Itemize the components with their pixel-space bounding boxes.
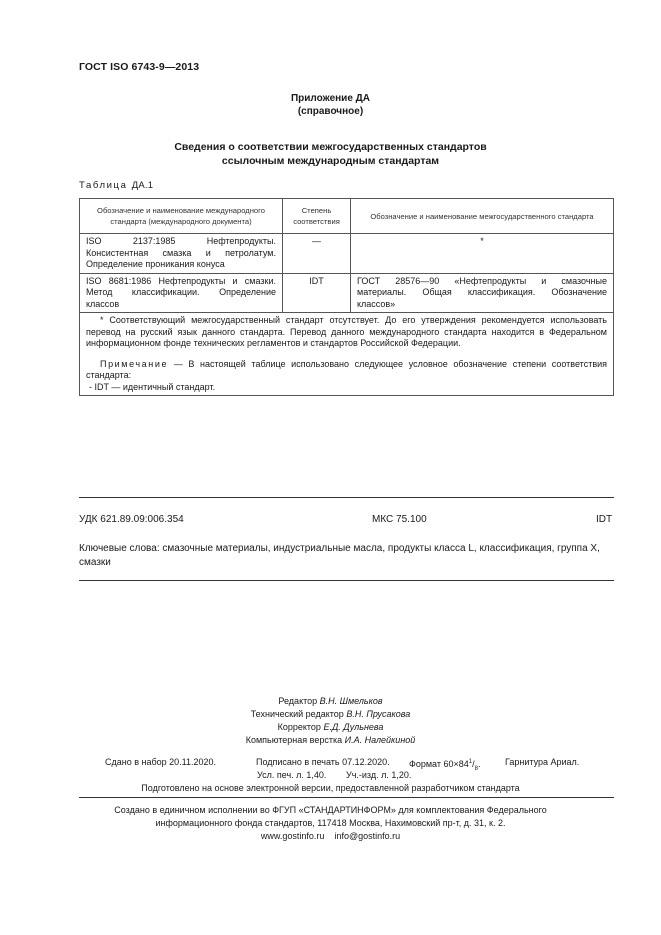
- divider-imprint: [79, 797, 614, 798]
- corrector-label: Корректор: [277, 722, 321, 732]
- column-header-intl: Обозначение и наименование международного стандарта (международного документа): [80, 199, 283, 234]
- credit-corrector: [0, 721, 661, 734]
- note-item: - IDT — идентичный стандарт.: [89, 381, 216, 392]
- corrector-name: Е.Д. Дульнева: [323, 722, 384, 732]
- submitted-date: Сдано в набор 20.11.2020.: [105, 757, 217, 767]
- cell-degree: —: [283, 234, 351, 274]
- table-row: [80, 234, 614, 274]
- format-num: 1: [468, 759, 473, 765]
- table-label-word: Таблица: [79, 180, 128, 191]
- table-footnote: * Соответствующий межгосударственный стандарт отсутствует. До его утверждения рекомендуется использовать перевод на русский язык данного стандарта. Перевод данного международного стандарта находится в Федеральном информационном фонде технических регламентов и стандартов Российской Федерации.: [86, 315, 607, 348]
- credit-tech-editor: [0, 708, 661, 721]
- appendix-title: Приложение ДА: [290, 93, 371, 104]
- credit-layout: [0, 734, 661, 747]
- idt-code: IDT: [596, 514, 613, 525]
- pub-sheets: Уч.-изд. л. 1,20.: [346, 770, 412, 780]
- cell-intl: ISO 2137:1985 Нефтепродукты. Консистентная смазка и петролатум. Определение проникания конуса: [80, 234, 283, 274]
- appendix-type: (справочное): [297, 106, 364, 117]
- mks-code: МКС 75.100: [372, 514, 427, 525]
- table-footer-row: [80, 313, 614, 396]
- column-header-degree: Степень соответствия: [283, 199, 351, 234]
- print-sheets: Усл. печ. л. 1,40.: [257, 770, 327, 780]
- udk-code: УДК 621.89.09:006.354: [79, 514, 184, 525]
- table-note: [86, 359, 607, 382]
- font-info: Гарнитура Ариал.: [505, 757, 580, 767]
- layout-name: И.А. Налейкиной: [344, 735, 416, 745]
- editor-label: Редактор: [278, 696, 318, 706]
- imprint-line2: информационного фонда стандартов, 117418 Москва, Нахимовский пр-т, д. 31, к. 2.: [155, 818, 506, 828]
- editor-name: В.Н. Шмельков: [319, 696, 383, 706]
- print-format: Формат $60\times 84^1/_8$.: [409, 759, 481, 772]
- table-header-row: [80, 199, 614, 234]
- format-suffix: .: [477, 759, 481, 769]
- imprint-line1: Создано в единичном исполнении во ФГУП «СТАНДАРТИНФОРМ» для комплектования Федерального: [114, 805, 547, 815]
- format-den: 8: [474, 765, 478, 772]
- imprint-contacts: [0, 830, 661, 843]
- prepared-note: Подготовлено на основе электронной версии, предоставленной разработчиком стандарта: [141, 783, 520, 793]
- tech-editor-label: Технический редактор: [250, 709, 344, 719]
- cell-interstate: ГОСТ 28576—90 «Нефтепродукты и смазочные материалы. Общая классификация. Обозначение классов»: [351, 273, 614, 313]
- table-footer: [80, 313, 614, 396]
- divider-bottom: [79, 580, 614, 581]
- cell-intl: ISO 8681:1986 Нефтепродукты и смазки. Метод классификации. Определение классов: [80, 273, 283, 313]
- table-label: [79, 180, 153, 191]
- format-prefix: Формат 60×84: [409, 759, 469, 769]
- standard-code: ГОСТ ISO 6743-9—2013: [79, 61, 200, 73]
- email-link[interactable]: info@gostinfo.ru: [334, 831, 401, 841]
- note-text: — В настоящей таблице использовано следующее условное обозначение степени соответствия стандарта:: [86, 358, 607, 380]
- credit-editor: [0, 695, 661, 708]
- keywords: Ключевые слова: смазочные материалы, индустриальные масла, продукты класса L, классификация, группа X, смазки: [79, 543, 600, 568]
- cell-degree: IDT: [283, 273, 351, 313]
- appendix-heading-line1: Сведения о соответствии межгосударственных стандартов: [174, 141, 487, 153]
- table-row: [80, 273, 614, 313]
- tech-editor-name: В.Н. Прусакова: [346, 709, 411, 719]
- signed-date: Подписано в печать 07.12.2020.: [256, 757, 390, 767]
- layout-label: Компьютерная верстка: [245, 735, 343, 745]
- column-header-interstate: Обозначение и наименование межгосударственного стандарта: [351, 199, 614, 234]
- appendix-heading-line2: ссылочным международным стандартам: [221, 155, 440, 167]
- website-link[interactable]: www.gostinfo.ru: [260, 831, 325, 841]
- divider-top: [79, 497, 614, 498]
- correspondence-table: [79, 198, 614, 396]
- note-label: Примечание: [100, 358, 169, 369]
- cell-interstate: *: [351, 234, 614, 274]
- table-number: ДА.1: [131, 180, 154, 191]
